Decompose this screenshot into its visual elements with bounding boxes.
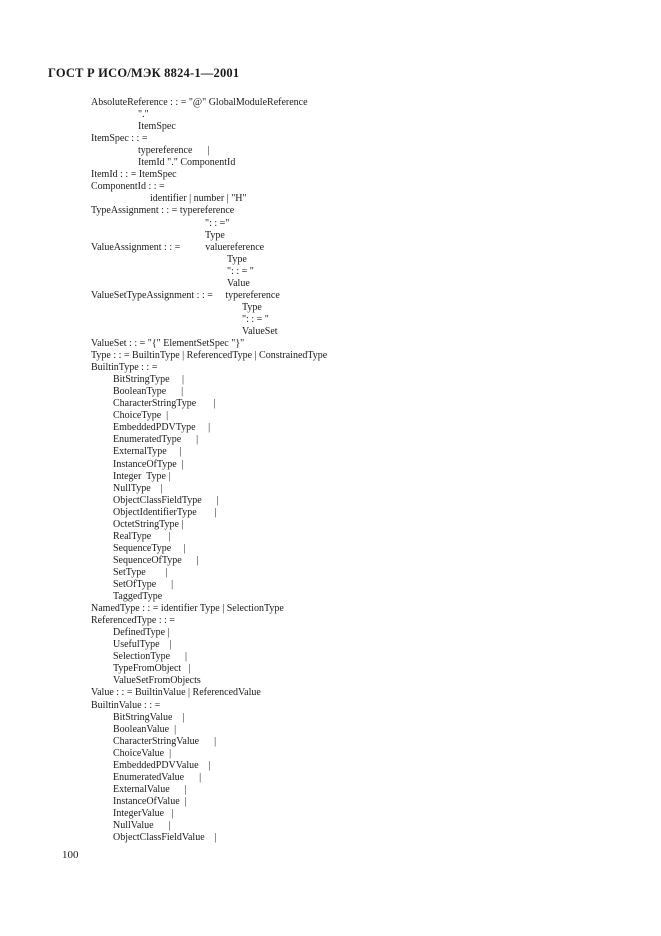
grammar-line: NullType | (113, 482, 163, 494)
grammar-line: Type (227, 253, 247, 265)
grammar-line: ChoiceValue | (113, 747, 172, 759)
grammar-line: Type : : = BuiltinType | ReferencedType | ConstrainedType (91, 350, 328, 362)
grammar-line: EmbeddedPDVType | (113, 422, 211, 434)
grammar-line: BitStringType | (113, 374, 185, 386)
grammar-line: SetOfType | (113, 579, 174, 590)
grammar-line: InstanceOfValue | (113, 795, 187, 807)
grammar-line: ItemSpec : : = (91, 133, 148, 145)
grammar-line: Type (205, 229, 225, 241)
grammar-line: BuiltinType : : = (91, 362, 158, 374)
grammar-line: Integer Type | (113, 470, 171, 482)
page-header: ГОСТ Р ИСО/МЭК 8824-1—2001 (48, 66, 240, 80)
grammar-line: identifier | number | "H" (150, 193, 247, 205)
grammar-line: ExternalType | (113, 446, 182, 458)
grammar-line: ItemSpec (138, 121, 176, 133)
grammar-line: AbsoluteReference : : = "@" GlobalModuleReference (91, 97, 308, 108)
grammar-line: ObjectClassFieldType | (113, 494, 219, 506)
grammar-line: Type (242, 301, 262, 313)
grammar-line: IntegerValue | (113, 807, 174, 819)
grammar-line: ": : = " (227, 265, 254, 277)
grammar-line: ExternalValue | (113, 783, 187, 795)
grammar-line: UsefulType | (113, 639, 172, 651)
grammar-line: CharacterStringType | (113, 398, 216, 410)
grammar-line: ReferencedType : : = (91, 615, 176, 627)
grammar-line: TaggedType (113, 591, 163, 603)
grammar-line: ObjectIdentifierType | (113, 506, 217, 518)
grammar-line: EnumeratedType | (113, 434, 199, 446)
grammar-line: ItemId "." ComponentId (138, 157, 236, 169)
grammar-line: ObjectClassFieldValue | (113, 832, 217, 844)
grammar-line: Value (227, 277, 250, 289)
grammar-line: ": : = " (242, 313, 269, 325)
grammar-line: ComponentId : : = (91, 181, 165, 193)
grammar-line: BooleanType | (113, 386, 184, 398)
grammar-line: SequenceType | (113, 542, 186, 554)
grammar-line: ValueSetFromObjects (113, 675, 201, 687)
grammar-line: TypeAssignment : : = typereference (91, 205, 235, 217)
grammar-line: CharacterStringValue | (113, 735, 217, 747)
grammar-line: DefinedType | (113, 627, 170, 639)
grammar-line: NullValue | (113, 820, 171, 831)
grammar-line: ValueAssignment : : = valuereference (91, 241, 265, 253)
grammar-line: SetType | (113, 566, 168, 578)
grammar-line: InstanceOfType | (113, 458, 184, 470)
grammar-line: OctetStringType | (113, 518, 184, 530)
grammar-line: ValueSet : : = "{" ElementSetSpec "}" (91, 338, 245, 349)
grammar-line: ValueSetTypeAssignment : : = typereference (91, 289, 280, 301)
grammar-line: BuiltinValue : : = (91, 699, 161, 711)
grammar-line: RealType | (113, 530, 171, 542)
grammar-line: EmbeddedPDVValue | (113, 759, 211, 771)
grammar-line: ItemId : : = ItemSpec (91, 169, 177, 181)
grammar-line: ValueSet (242, 325, 278, 337)
grammar-line: EnumeratedValue | (113, 771, 202, 783)
grammar-line: NamedType : : = identifier Type | SelectionType (91, 603, 284, 615)
grammar-line: Value : : = BuiltinValue | ReferencedValue (91, 687, 261, 699)
grammar-line: SelectionType | (113, 651, 188, 663)
grammar-line: typereference | (138, 145, 210, 157)
page-number: 100 (62, 849, 79, 861)
grammar-line: TypeFromObject | (113, 663, 191, 675)
grammar-line: BooleanValue | (113, 723, 177, 735)
grammar-line: ChoiceType | (113, 410, 169, 422)
grammar-line: ": : =" (205, 217, 230, 229)
grammar-line: SequenceOfType | (113, 554, 199, 566)
grammar-line: "." (138, 109, 149, 121)
grammar-line: BitStringValue | (113, 711, 185, 723)
